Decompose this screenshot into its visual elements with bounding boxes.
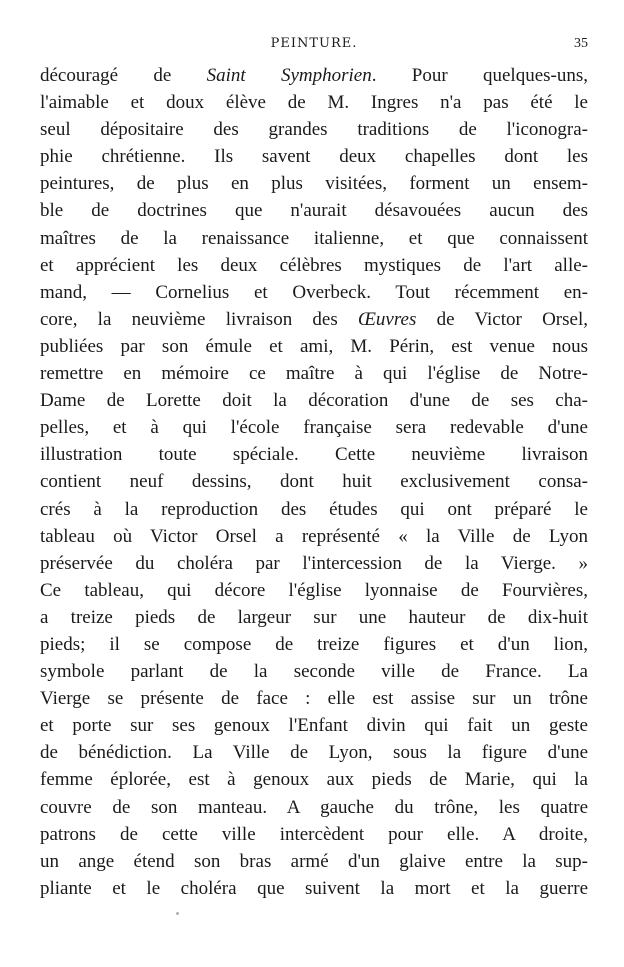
line-text: peintures, de plus en plus visitées, forment un ensem- bbox=[40, 173, 588, 195]
line-text: pelles, et à qui l'école française sera redevable d'une bbox=[40, 417, 588, 439]
line-text: publiées par son émule et ami, M. Périn, est venue nous bbox=[40, 335, 588, 357]
line-text: un ange étend son bras armé d'un glaive entre la sup- bbox=[40, 850, 588, 872]
line-text: Ce tableau, qui décore l'église lyonnaise de Fourvières, bbox=[40, 579, 588, 601]
text-line bbox=[40, 62, 588, 89]
text-line bbox=[40, 306, 588, 333]
line-text: maîtres de la renaissance italienne, et que connaissent bbox=[40, 227, 588, 249]
line-text: seul dépositaire des grandes traditions de l'iconogra- bbox=[40, 119, 588, 141]
text-line bbox=[40, 794, 588, 821]
text-line bbox=[40, 143, 588, 170]
text-line bbox=[40, 360, 588, 387]
text-line bbox=[40, 766, 588, 793]
text-line bbox=[40, 252, 588, 279]
text-body bbox=[40, 62, 588, 902]
line-text: l'aimable et doux élève de M. Ingres n'a pas été le bbox=[40, 92, 588, 114]
text-line bbox=[40, 116, 588, 143]
line-text: crés à la reproduction des études qui ont préparé le bbox=[40, 498, 588, 520]
running-head bbox=[40, 36, 588, 56]
line-text: préservée du choléra par l'intercession de la Vierge. » bbox=[40, 552, 588, 574]
page-number: 35 bbox=[574, 36, 588, 51]
line-text: Vierge se présente de face : elle est assise sur un trône bbox=[40, 688, 588, 710]
text-line bbox=[40, 604, 588, 631]
line-text: et apprécient les deux célèbres mystiques de l'art alle- bbox=[40, 254, 588, 276]
line-text: tableau où Victor Orsel a représenté « la Ville de Lyon bbox=[40, 525, 588, 547]
text-line bbox=[40, 496, 588, 523]
line-text: pliante et le choléra que suivent la mort et la guerre bbox=[40, 877, 588, 899]
line-text: Dame de Lorette doit la décoration d'une de ses cha- bbox=[40, 390, 588, 412]
text-line bbox=[40, 685, 588, 712]
text-line bbox=[40, 279, 588, 306]
line-text: et porte sur ses genoux l'Enfant divin qui fait un geste bbox=[40, 715, 588, 737]
line-text: patrons de cette ville intercèdent pour elle. A droite, bbox=[40, 823, 588, 845]
text-line bbox=[40, 821, 588, 848]
text-line bbox=[40, 577, 588, 604]
line-text: remettre en mémoire ce maître à qui l'église de Notre- bbox=[40, 363, 588, 385]
text-line bbox=[40, 89, 588, 116]
line-text: découragé de bbox=[40, 65, 207, 86]
line-text: pieds; il se compose de treize figures et d'un lion, bbox=[40, 633, 588, 655]
text-line bbox=[40, 197, 588, 224]
text-line bbox=[40, 848, 588, 875]
line-text: illustration toute spéciale. Cette neuvième livraison bbox=[40, 444, 588, 466]
line-text-continued: . Pour quelques-uns, bbox=[371, 65, 588, 86]
text-line bbox=[40, 875, 588, 902]
line-text: phie chrétienne. Ils savent deux chapelles dont les bbox=[40, 146, 588, 168]
text-line bbox=[40, 712, 588, 739]
line-text-continued: de Victor Orsel, bbox=[416, 308, 588, 330]
text-line bbox=[40, 333, 588, 360]
line-text: contient neuf dessins, dont huit exclusivement consa- bbox=[40, 471, 588, 493]
text-line bbox=[40, 387, 588, 414]
text-line bbox=[40, 170, 588, 197]
italic-title: Saint Symphorien bbox=[206, 65, 372, 86]
line-text: ble de doctrines que n'aurait désavouées aucun des bbox=[40, 200, 588, 222]
text-line bbox=[40, 658, 588, 685]
text-line bbox=[40, 441, 588, 468]
text-line bbox=[40, 739, 588, 766]
text-line bbox=[40, 414, 588, 441]
text-line bbox=[40, 550, 588, 577]
text-line bbox=[40, 225, 588, 252]
line-text: femme éplorée, est à genoux aux pieds de Marie, qui la bbox=[40, 769, 588, 791]
line-text: de bénédiction. La Ville de Lyon, sous la figure d'une bbox=[40, 742, 588, 764]
text-line bbox=[40, 468, 588, 495]
line-text: core, la neuvième livraison des bbox=[40, 308, 358, 330]
text-line bbox=[40, 631, 588, 658]
text-line bbox=[40, 523, 588, 550]
line-text: couvre de son manteau. A gauche du trône, les quatre bbox=[40, 796, 588, 818]
italic-title: Œuvres bbox=[358, 308, 417, 330]
line-text: symbole parlant de la seconde ville de France. La bbox=[40, 661, 588, 683]
line-text: a treize pieds de largeur sur une hauteur de dix-huit bbox=[40, 606, 588, 628]
ink-speck bbox=[176, 912, 179, 915]
line-text: mand, — Cornelius et Overbeck. Tout récemment en- bbox=[40, 281, 588, 303]
running-title: PEINTURE. bbox=[270, 36, 358, 51]
